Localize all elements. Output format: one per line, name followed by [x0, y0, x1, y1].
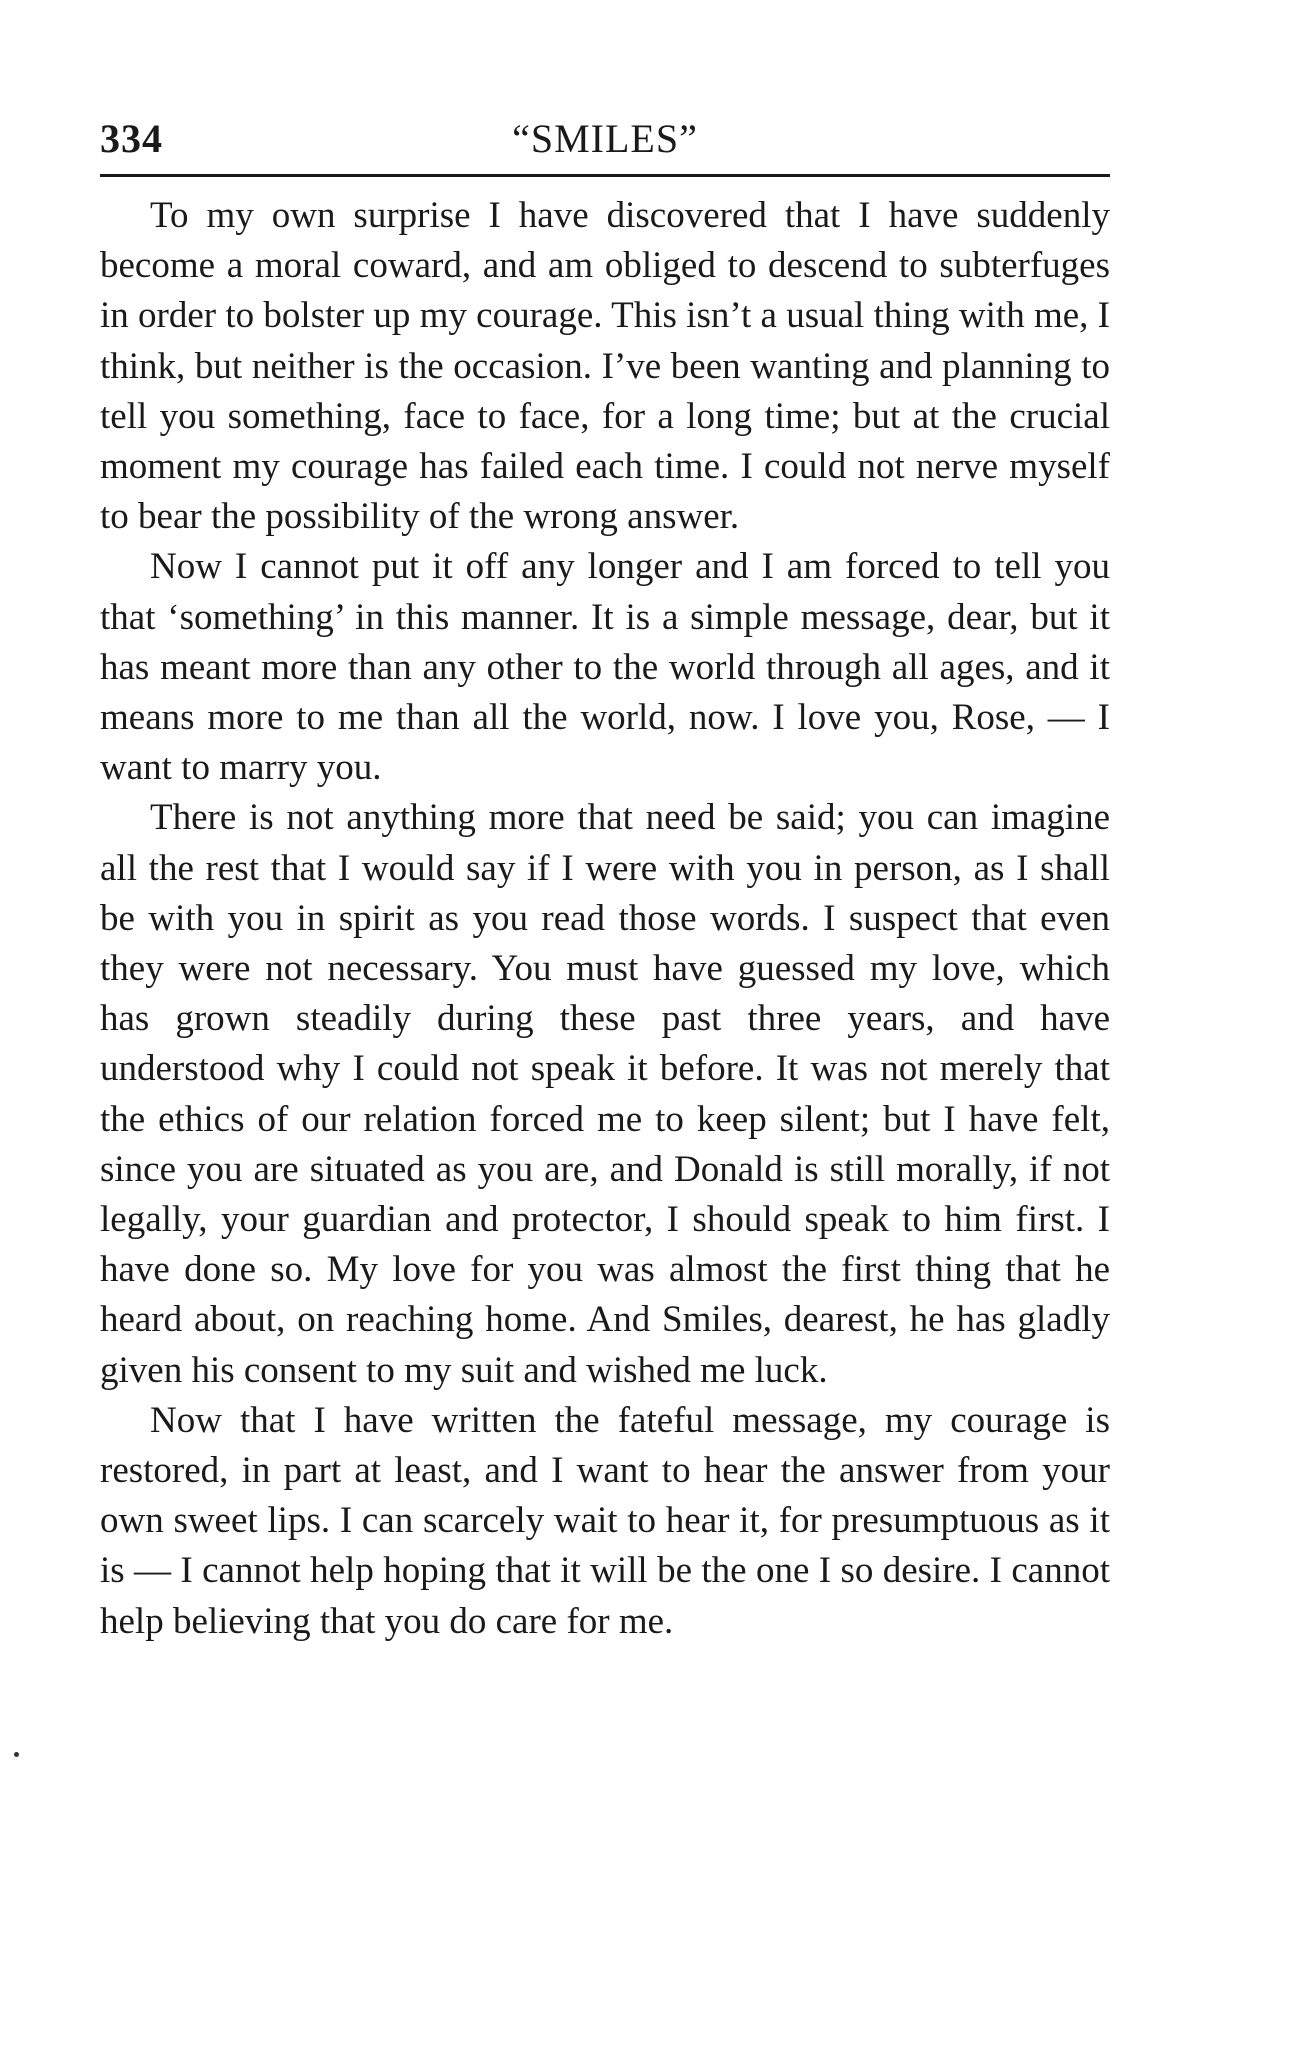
paragraph-4: Now that I have written the fateful message, my courage is restored, in part at least, and I want to hear the answer from your own sweet lips. I can scarcely wait to hear it, for presumptuous as it is — I cannot help hoping that it will be the one I so desire. I cannot help believing that you do care for me.: [100, 1399, 1110, 1642]
page-number: 334: [100, 116, 163, 161]
letter-body: [100, 191, 1110, 1647]
running-title: “SMILES”: [512, 116, 698, 161]
running-head: [100, 110, 1110, 168]
paragraph-1: To my own surprise I have discovered that I have suddenly become a moral coward, and am obliged to descend to subterfuges in order to bolster up my courage. This isn’t a usual thing with me, I think, but neither is the occasion. I’ve been wanting and planning to tell you something, face to face, for a long time; but at the crucial moment my courage has failed each time. I could not nerve myself to bear the possibility of the wrong answer.: [100, 195, 1110, 538]
paragraph-3: There is not anything more that need be said; you can imagine all the rest that I would say if I were with you in person, as I shall be with you in spirit as you read those words. I suspect that even they were not necessary. You must have guessed my love, which has grown steadily during these past three years, and have understood why I could not speak it before. It was not merely that the ethics of our relation forced me to keep silent; but I have felt, since you are situated as you are, and Donald is still morally, if not legally, your guardian and protector, I should speak to him first. I have done so. My love for you was almost the first thing that he heard about, on reaching home. And Smiles, dearest, he has gladly given his consent to my suit and wished me luck.: [100, 797, 1110, 1391]
header-rule: [100, 174, 1110, 177]
paragraph-2: Now I cannot put it off any longer and I am forced to tell you that ‘something’ in this manner. It is a simple message, dear, but it has meant more than any other to the world through all ages, and it means more to me than all the world, now. I love you, Rose, — I want to marry you.: [100, 546, 1110, 789]
book-page: [100, 110, 1110, 1647]
ink-speck: [14, 1752, 19, 1757]
